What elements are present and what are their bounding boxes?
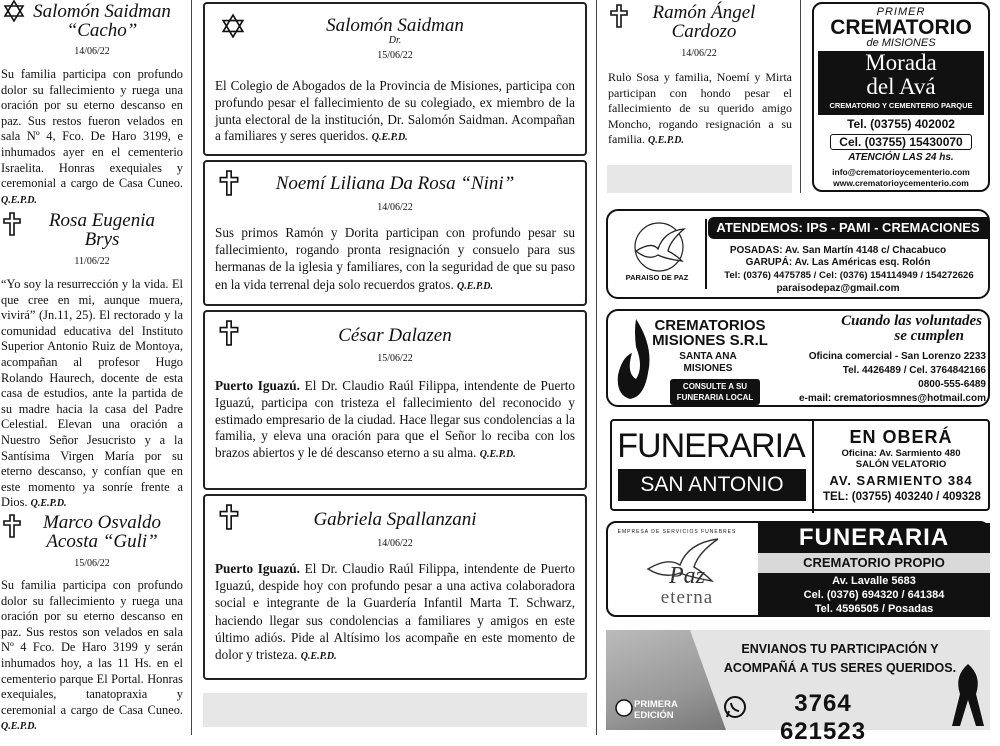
obit-nickname: “Cacho” (66, 20, 138, 41)
obit-text (215, 224, 575, 295)
whatsapp-icon (722, 694, 748, 720)
ad-address: Oficina comercial - San Lorenzo 2233 (808, 351, 986, 362)
column-divider (800, 0, 801, 193)
ad-address: Av. Lavalle 5683 (832, 575, 916, 587)
obit-name: Marco Osvaldo (42, 512, 162, 533)
obit-text (215, 560, 575, 665)
black-ribbon-icon (946, 660, 990, 730)
obit-name: Salomón Saidman (33, 1, 171, 22)
obit-text-body: El Dr. Claudio Raúl Filippa, intendente de Puerto Iguazú, despide hoy con profundo pesar a una activa colaboradora social e integrante de la Guardería Infantil Marta T. Schwarz, haciendo llegar sus condolencias a familiares y amigos en este último adiós. Pide al Altísimo los acompañe en este momento de dolor y tristeza. (215, 561, 575, 663)
obit-text (215, 378, 575, 464)
ad-crematorios-misiones (606, 309, 990, 407)
obit-date: 15/06/22 (377, 50, 413, 61)
obit-date: 14/06/22 (377, 538, 413, 549)
ad-line: ACOMPAÑÁ A TUS SERES QUERIDOS. (723, 661, 957, 675)
obit-date: 14/06/22 (681, 48, 717, 59)
ad-email: info@crematorioycementerio.com (832, 167, 970, 177)
obit-name-line2: Acosta “Guli” (46, 531, 158, 552)
qepd: Q.E.P.D. (647, 135, 684, 147)
obit-text-body: El Colegio de Abogados de la Provincia de Misiones, participa con profundo pesar el fallecimiento de su colegiado, ex miembro de la junta electoral de la institución, Dr. Salomón Saidman. Acompañan a familiares y seres queridos. (215, 78, 575, 144)
ad-funeraria-san-antonio (610, 419, 990, 511)
ad-logo-text: PRIMERA (634, 699, 678, 710)
ad-website: www.crematorioycementerio.com (833, 178, 969, 188)
ad-paz-eterna (606, 521, 990, 617)
obit-date: 14/06/22 (377, 202, 413, 213)
ad-address: Oficina: Av. Sarmiento 480 (841, 448, 961, 459)
ad-title: EN OBERÁ (849, 427, 953, 447)
ad-slogan: Cuando las voluntades (841, 313, 982, 329)
obit-text (1, 578, 183, 735)
ad-title: FUNERARIA (758, 523, 990, 553)
newspaper-logo-icon (614, 698, 634, 718)
qepd: Q.E.P.D. (300, 651, 337, 663)
ad-primera-edicion (606, 630, 990, 745)
obit-text-body: Su familia participa con profundo dolor su fallecimiento y ruega una oración por su eterno descanso en paz. Sus restos son velados en sala Nº 4 Fco. De Haro 3199 y serán inhumados hoy, a las 11 Hs. en el cementerio parque El Portal. Honras exequiales, tanatopraxia y ceremonial a cargo de Casa Cuneo. (1, 578, 183, 717)
obit-text-body: Su familia participa con profundo dolor su fallecimiento y ruega una oración por su eterno descanso en paz. Sus restos fueron velados en sala Nº 4, Fco. De Haro 3199, e inhumados ayer en el cementerio Israelita. Honras exequiales y ceremonial a cargo de Casa Cuneo. (1, 67, 183, 191)
ad-title: MISIONES S.R.L (652, 332, 768, 349)
obit-date: 15/06/22 (377, 353, 413, 364)
latin-cross-icon (3, 212, 21, 236)
obit-text-body: El Dr. Claudio Raúl Filippa, intendente de Puerto Iguazú, participa con tristeza el fallecimiento del reconocido y estimado empresario de la ciudad. Hace llegar sus condolencias a la familia, y eleva una oración para que el Señor lo reciba con los brazos abiertos y le dé descanso eterno a su alma. (215, 378, 575, 461)
ad-title: CREMATORIO (830, 16, 972, 39)
ad-line: de MISIONES (866, 37, 936, 49)
ad-brand: del Avá (866, 74, 936, 99)
ad-phone: Cel. (03755) 15430070 (830, 134, 972, 150)
ad-address: GARUPÁ: Av. Las Américas esq. Rolón (745, 257, 931, 268)
latin-cross-icon (3, 514, 21, 538)
ad-line: CREMATORIO Y CEMENTERIO PARQUE (829, 101, 973, 110)
obit-text (1, 67, 183, 208)
obit-name: Noemí Liliana Da Rosa “Nini” (275, 173, 515, 194)
ad-line: SANTA ANA (679, 351, 737, 362)
qepd: Q.E.P.D. (30, 498, 67, 510)
obit-lead: Puerto Iguazú. (215, 561, 300, 576)
ad-line: CREMATORIO PROPIO (758, 553, 990, 573)
ad-arc-text: EMPRESA DE SERVICIOS FUNEBRES (617, 529, 737, 535)
ad-phone: TEL: (03755) 403240 / 409328 (823, 491, 981, 503)
obit-lead: Puerto Iguazú. (215, 378, 300, 393)
ad-phone: Tel. 4426489 / Cel. 3764842166 (842, 365, 986, 376)
obituary-box (203, 494, 587, 680)
qepd: Q.E.P.D. (371, 132, 408, 144)
obit-text (215, 78, 575, 147)
obit-name: Rosa Eugenia (48, 210, 156, 231)
obit-name: César Dalazen (338, 325, 452, 346)
ad-paraiso-de-paz (606, 209, 990, 299)
qepd: Q.E.P.D. (1, 194, 37, 206)
obit-prefix: Dr. (388, 35, 402, 46)
obit-name-line2: Cardozo (671, 21, 737, 42)
ad-phone: 3764 621523 (779, 690, 867, 745)
obituary-box (203, 160, 587, 306)
ad-title: ATENDEMOS: IPS - PAMI - CREMACIONES (708, 217, 988, 239)
ad-logo-text: Paz (669, 563, 705, 589)
ad-title: CREMATORIOS (654, 317, 766, 334)
left-column (0, 0, 184, 735)
ad-phone: Tel. 4596505 / Posadas (814, 603, 934, 615)
ad-logo-text: PARAISO DE PAZ (625, 273, 689, 282)
obituary-box (203, 310, 587, 490)
obit-name-line2: Brys (84, 229, 120, 250)
ad-title: FUNERARIA (617, 427, 805, 465)
empty-slot (607, 165, 792, 193)
obit-text-body: Sus primos Ramón y Dorita participan con profundo pesar su fallecimiento, rogando pronta resignación y consuelo para sus hermanas de la iglesia y familiares, con la seguridad de que su paso en la vida terrenal deja solo recuerdos gratos. (215, 225, 575, 292)
obit-name: Ramón Ángel (652, 2, 756, 23)
dove-icon (624, 221, 694, 273)
column-divider (596, 0, 597, 735)
qepd: Q.E.P.D. (479, 449, 516, 461)
ad-phone: Tel. (03755) 402002 (847, 117, 955, 131)
column-divider (191, 0, 192, 735)
obituary-box (203, 2, 587, 156)
ad-phone: Cel. (0376) 694320 / 641384 (803, 589, 945, 601)
ad-address: POSADAS: Av. San Martín 4148 c/ Chacabuco (729, 245, 947, 256)
obit-name: Gabriela Spallanzani (313, 509, 477, 530)
qepd: Q.E.P.D. (1, 721, 37, 733)
ad-morada-del-ava (812, 2, 990, 192)
ad-address: AV. SARMIENTO 384 (829, 473, 973, 488)
ad-badge: CONSULTE A SU FUNERARIA LOCAL (670, 379, 760, 405)
qepd: Q.E.P.D. (457, 280, 493, 292)
ad-phone: 0800-555-6489 (918, 379, 986, 390)
obit-text-body: Rulo Sosa y familia, Noemí y Mirta participan con hondo pesar el fallecimiento de su querido amigo Moncho, rogando resignación a su familia. (608, 70, 792, 147)
ad-line: MISIONES (683, 363, 733, 374)
obit-name: Salomón Saidman (326, 15, 464, 36)
ad-logo-text: EDICIÓN (634, 710, 674, 721)
empty-slot (203, 693, 587, 727)
obit-text-body: “Yo soy la resurrección y la vida. El que cree en mi, aunque muera, vivirá” (Jn.11, 25). El rectorado y la comunidad educativa del Instituto Superior Antonio Ruiz de Montoya, acompañan al profesor Hugo Rolando Haurech, docente de esta casa de estudios, ante la partida de su madre hacia la casa del Padre Celestial. Elevan una oración a Nuestro Señor Jesucristo y a la Santísima Virgen María por su eterno descanso, y confían que en este momento ya sonríe frente a Dios. (1, 277, 183, 510)
ad-phone: Tel: (0376) 4475785 / Cel: (0376) 154114949 / 154272626 (724, 270, 974, 281)
ad-line: SALÓN VELATORIO (855, 459, 947, 470)
ad-brand: Morada (865, 50, 937, 75)
obit-date: 15/06/22 (74, 558, 110, 569)
ad-logo-text: eterna (660, 587, 714, 608)
obit-text (608, 70, 792, 149)
ad-slogan: se cumplen (894, 328, 964, 344)
ad-email: paraisodepaz@gmail.com (776, 283, 900, 294)
ad-divider (705, 219, 707, 289)
ad-email: e-mail: crematoriosmnes@hotmail.com (798, 393, 986, 404)
obit-date: 14/06/22 (74, 46, 110, 57)
ad-line: ATENCIÓN LAS 24 hs. (848, 152, 954, 163)
ad-line: PRIMER (876, 6, 926, 18)
obit-text (1, 277, 183, 512)
obit-date: 11/06/22 (74, 256, 110, 267)
ad-title: SAN ANTONIO (618, 469, 806, 501)
ad-line: ENVIANOS TU PARTICIPACIÓN Y (741, 642, 939, 656)
